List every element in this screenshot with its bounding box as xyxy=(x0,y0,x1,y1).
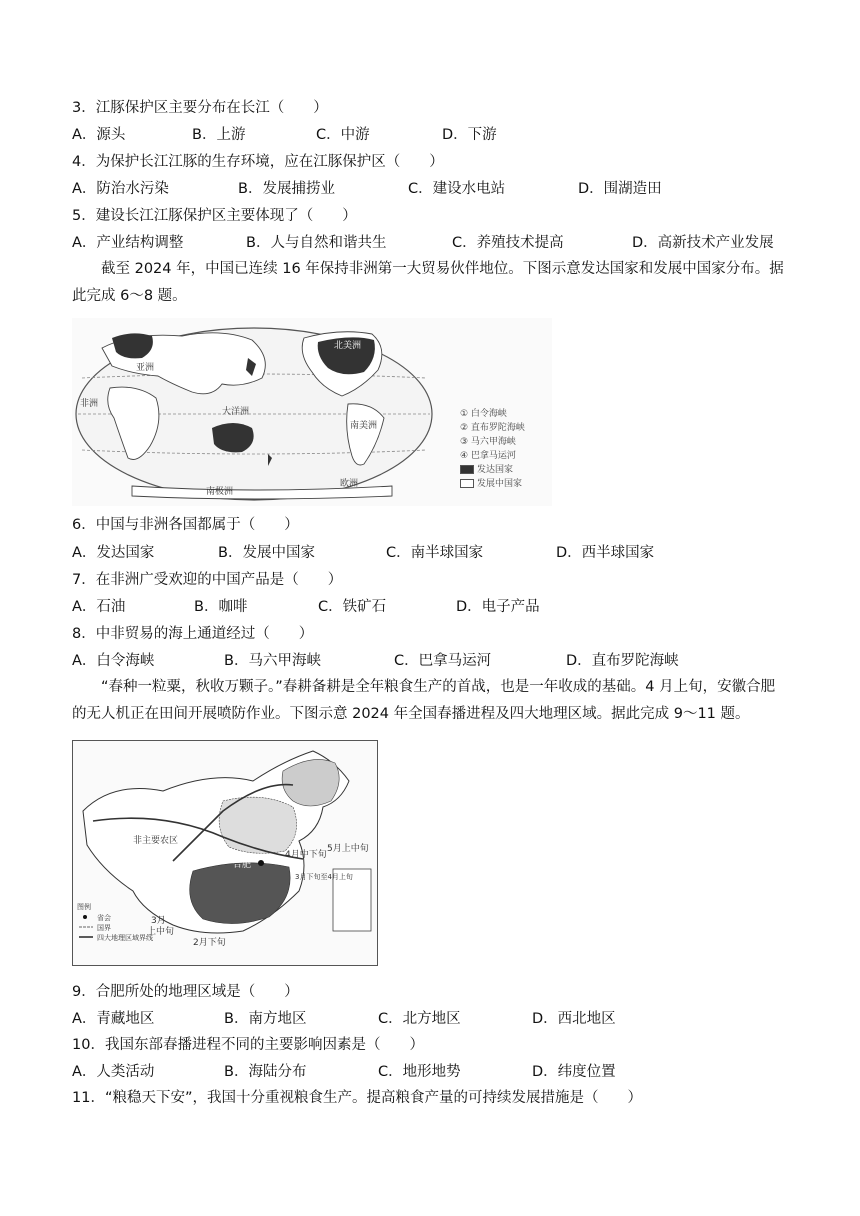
china-spring-sowing-map xyxy=(72,740,378,966)
map-label-europe: 欧洲 xyxy=(340,479,359,489)
q10-option-c: C．地形地势 xyxy=(378,1064,461,1080)
map2-legend-title: 图例 xyxy=(77,903,91,911)
q10-stem: 10．我国东部春播进程不同的主要影响因素是（ ） xyxy=(72,1037,424,1053)
q9-option-d: D．西北地区 xyxy=(532,1011,616,1027)
label-nonagri: 非主要农区 xyxy=(133,836,179,846)
q7-stem: 7．在非洲广受欢迎的中国产品是（ ） xyxy=(72,572,343,588)
legend-developing-label: 发展中国家 xyxy=(477,479,523,489)
q10-option-a: A．人类活动 xyxy=(72,1064,155,1080)
q6-stem: 6．中国与非洲各国都属于（ ） xyxy=(72,517,299,533)
q8-option-b: B．马六甲海峡 xyxy=(224,653,321,669)
map-label-south-america: 南美洲 xyxy=(350,421,378,431)
q3-option-c: C．中游 xyxy=(316,127,370,143)
china-map xyxy=(73,741,377,965)
q8-option-a: A．白令海峡 xyxy=(72,653,155,669)
legend-developing xyxy=(460,476,522,489)
q6-option-d: D．西半球国家 xyxy=(556,545,655,561)
q8-option-d: D．直布罗陀海峡 xyxy=(566,653,679,669)
q3-option-a: A．源头 xyxy=(72,127,126,143)
world-map-figure xyxy=(72,318,552,506)
q3-option-b: B．上游 xyxy=(192,127,246,143)
q6-option-a: A．发达国家 xyxy=(72,545,155,561)
legend-malacca-strait: ③ 马六甲海峡 xyxy=(460,437,516,447)
map-label-africa: 非洲 xyxy=(80,399,99,409)
q9-option-a: A．青藏地区 xyxy=(72,1011,155,1027)
q4-option-d: D．围湖造田 xyxy=(578,181,662,197)
q4-stem: 4．为保护长江江豚的生存环境，应在江豚保护区（ ） xyxy=(72,154,444,170)
legend-panama-canal: ④ 巴拿马运河 xyxy=(460,451,516,461)
legend-gibraltar-strait: ② 直布罗陀海峡 xyxy=(460,423,525,433)
q5-option-c: C．养殖技术提高 xyxy=(452,235,564,251)
q9-stem: 9．合肥所处的地理区域是（ ） xyxy=(72,984,299,1000)
map2-legend-region-line: 四大地理区域界线 xyxy=(97,934,153,942)
map2-legend-border: 国界 xyxy=(97,924,111,932)
q4-option-a: A．防治水污染 xyxy=(72,181,169,197)
legend-bering-strait: ① 白令海峡 xyxy=(460,409,507,419)
q4-option-c: C．建设水电站 xyxy=(408,181,506,197)
q7-option-a: A．石油 xyxy=(72,599,126,615)
q10-option-b: B．海陆分布 xyxy=(224,1064,307,1080)
q5-option-b: B．人与自然和谐共生 xyxy=(246,235,387,251)
map-label-north-america: 北美洲 xyxy=(334,341,362,351)
q6-option-b: B．发展中国家 xyxy=(218,545,315,561)
label-apr-mid: 4月中下旬 xyxy=(285,850,327,860)
q5-stem: 5．建设长江江豚保护区主要体现了（ ） xyxy=(72,208,357,224)
label-may: 5月上中旬 xyxy=(327,844,369,854)
map-label-asia: 亚洲 xyxy=(136,363,155,373)
legend-developed xyxy=(460,462,513,475)
label-mar: 3月 xyxy=(151,916,166,926)
q5-option-d: D．高新技术产业发展 xyxy=(632,235,774,251)
intro-paragraph-9-11: “春种一粒粟，秋收万颗子。”春耕备耕是全年粮食生产的首战，也是一年收成的基础。4 月上旬，安徽合肥的无人机正在田间开展喷防作业。下图示意 2024 年全国春播进程及四大地理区域。据此完成 9～11 题。 xyxy=(72,679,776,722)
q8-stem: 8．中非贸易的海上通道经过（ ） xyxy=(72,626,314,642)
q10-option-d: D．纬度位置 xyxy=(532,1064,616,1080)
q7-option-b: B．咖啡 xyxy=(194,599,248,615)
q5-option-a: A．产业结构调整 xyxy=(72,235,184,251)
map-label-oceania: 大洋洲 xyxy=(222,407,250,417)
developed-swatch xyxy=(460,465,474,474)
developing-swatch xyxy=(460,479,474,488)
label-mar-apr: 3月下旬至4月上旬 xyxy=(295,873,353,881)
map-label-antarctica: 南极洲 xyxy=(206,487,234,497)
q6-option-c: C．南半球国家 xyxy=(386,545,484,561)
label-feb: 2月下旬 xyxy=(193,938,226,948)
legend-developed-label: 发达国家 xyxy=(477,465,514,475)
q3-option-d: D．下游 xyxy=(442,127,497,143)
q4-option-b: B．发展捕捞业 xyxy=(238,181,335,197)
q11-stem: 11．“粮稳天下安”，我国十分重视粮食生产。提高粮食产量的可持续发展措施是（ ） xyxy=(72,1090,642,1106)
q8-option-c: C．巴拿马运河 xyxy=(394,653,492,669)
map2-legend-capital: 省会 xyxy=(97,914,111,922)
q7-option-c: C．铁矿石 xyxy=(318,599,387,615)
q3-stem: 3．江豚保护区主要分布在长江（ ） xyxy=(72,100,328,116)
q9-option-c: C．北方地区 xyxy=(378,1011,461,1027)
label-hefei: 合肥 xyxy=(233,860,252,870)
intro-paragraph-6-8: 截至 2024 年，中国已连续 16 年保持非洲第一大贸易伙伴地位。下图示意发达国家和发展中国家分布。据此完成 6～8 题。 xyxy=(72,261,784,304)
q9-option-b: B．南方地区 xyxy=(224,1011,307,1027)
q7-option-d: D．电子产品 xyxy=(456,599,540,615)
label-mar-2: 上中旬 xyxy=(147,927,175,937)
